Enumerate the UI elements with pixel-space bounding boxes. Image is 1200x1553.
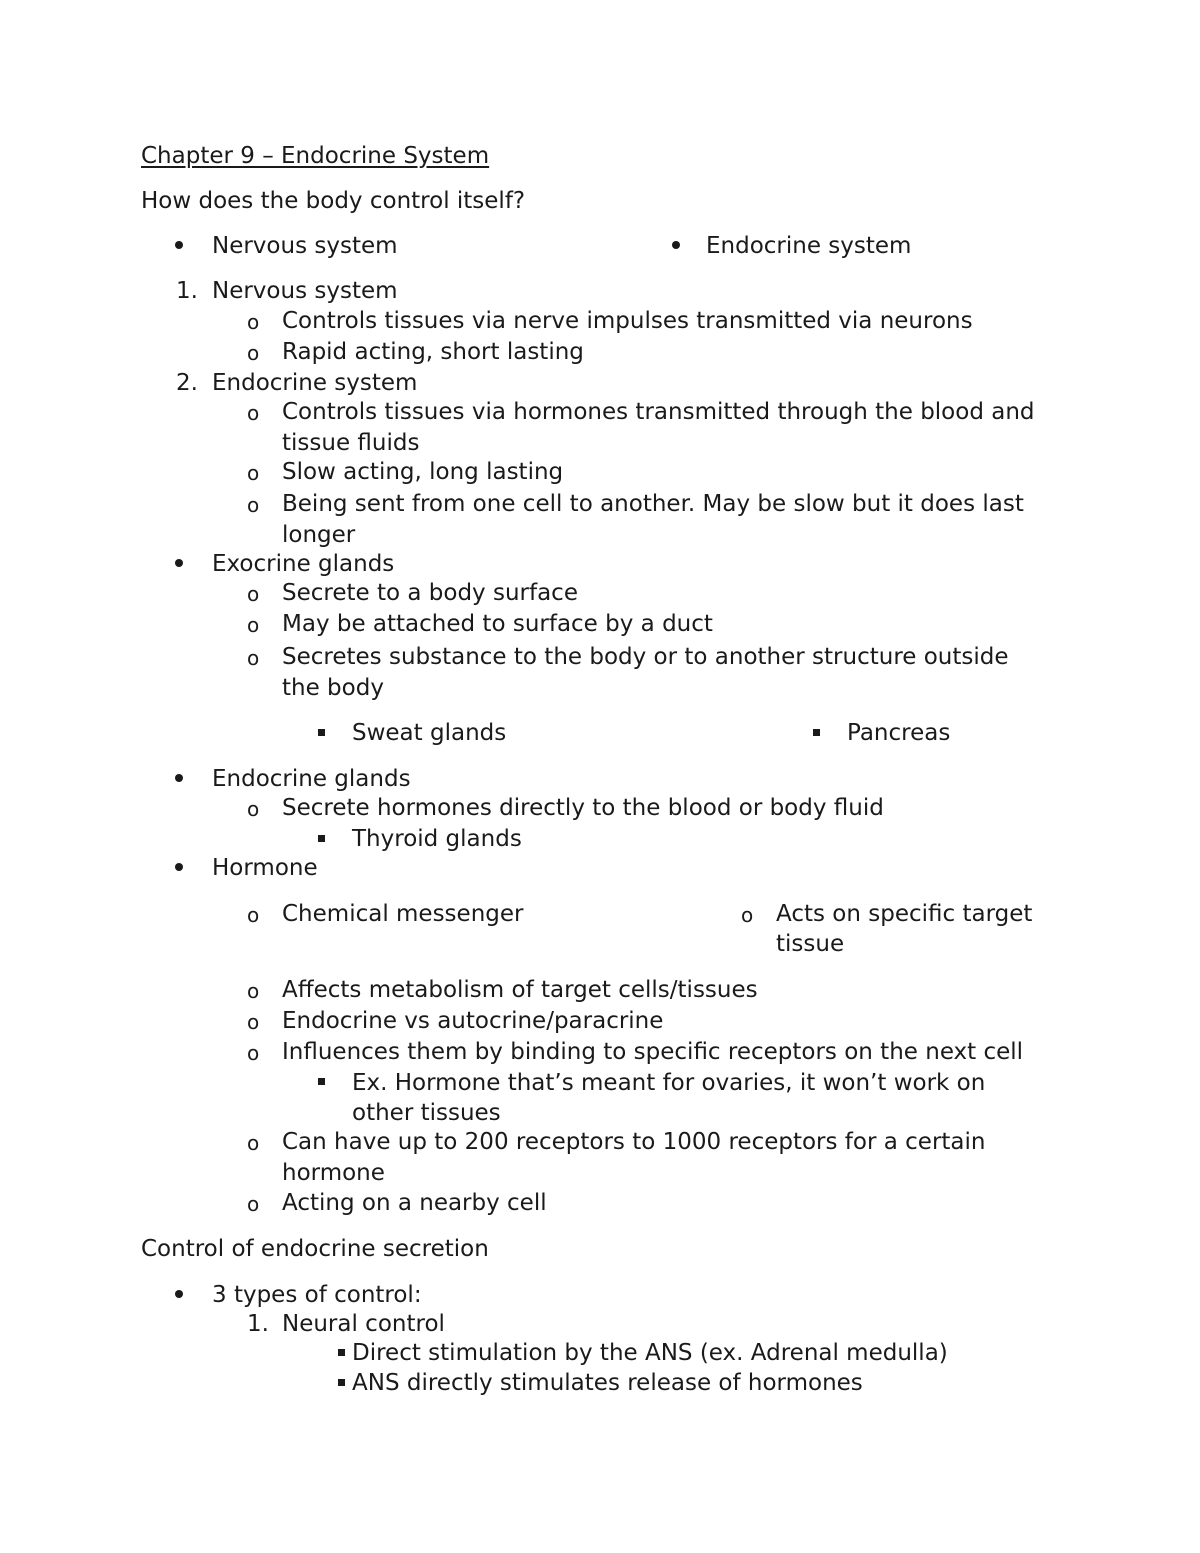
circle-bullet: o — [247, 1041, 260, 1065]
circle-bullet: o — [741, 903, 754, 927]
bullet-marker — [175, 1290, 183, 1298]
square-bullet — [318, 729, 325, 736]
sub-item-continuation: hormone — [282, 1160, 385, 1186]
list-number: 1. — [176, 278, 198, 304]
sub-item: Rapid acting, short lasting — [282, 339, 584, 365]
hormone-col-right-continuation: tissue — [776, 931, 845, 957]
bullet-marker — [672, 241, 680, 249]
section-heading-control: Control of endocrine secretion — [141, 1236, 489, 1262]
square-bullet — [813, 729, 820, 736]
hormone-example-continuation: other tissues — [352, 1100, 501, 1126]
intro-bullet-nervous: Nervous system — [212, 233, 398, 259]
circle-bullet: o — [247, 401, 260, 425]
sub-item-continuation: tissue fluids — [282, 430, 420, 456]
bullet-marker — [175, 863, 183, 871]
example-pancreas: Pancreas — [847, 720, 951, 746]
circle-bullet: o — [247, 582, 260, 606]
list-number: 1. — [247, 1311, 269, 1337]
circle-bullet: o — [247, 310, 260, 334]
sub-item: Secretes substance to the body or to another structure outside — [282, 644, 1009, 670]
neural-point: Direct stimulation by the ANS (ex. Adrenal medulla) — [352, 1340, 948, 1366]
sub-item: May be attached to surface by a duct — [282, 611, 713, 637]
numbered-item-nervous: Nervous system — [212, 278, 398, 304]
sub-item: Controls tissues via hormones transmitted through the blood and — [282, 399, 1035, 425]
sub-item: Affects metabolism of target cells/tissues — [282, 977, 758, 1003]
hormone-col-left: Chemical messenger — [282, 901, 524, 927]
circle-bullet: o — [247, 613, 260, 637]
sub-item: Can have up to 200 receptors to 1000 receptors for a certain — [282, 1129, 986, 1155]
sub-item: Acting on a nearby cell — [282, 1190, 547, 1216]
numbered-item-endocrine: Endocrine system — [212, 370, 418, 396]
numbered-item-neural-control: Neural control — [282, 1311, 445, 1337]
bullet-endocrine-glands: Endocrine glands — [212, 766, 411, 792]
hormone-col-right: Acts on specific target — [776, 901, 1033, 927]
circle-bullet: o — [247, 1131, 260, 1155]
neural-point: ANS directly stimulates release of hormones — [352, 1370, 863, 1396]
square-bullet — [318, 835, 325, 842]
square-bullet — [318, 1078, 325, 1085]
bullet-marker — [175, 774, 183, 782]
sub-item: Secrete hormones directly to the blood or body fluid — [282, 795, 884, 821]
sub-item: Being sent from one cell to another. May be slow but it does last — [282, 491, 1024, 517]
sub-item: Endocrine vs autocrine/paracrine — [282, 1008, 664, 1034]
circle-bullet: o — [247, 341, 260, 365]
bullet-hormone: Hormone — [212, 855, 318, 881]
sub-item: Influences them by binding to specific receptors on the next cell — [282, 1039, 1024, 1065]
circle-bullet: o — [247, 646, 260, 670]
bullet-exocrine-glands: Exocrine glands — [212, 551, 395, 577]
bullet-types-of-control: 3 types of control: — [212, 1282, 422, 1308]
bullet-marker — [175, 241, 183, 249]
sub-item-continuation: the body — [282, 675, 384, 701]
hormone-example: Ex. Hormone that’s meant for ovaries, it won’t work on — [352, 1070, 986, 1096]
circle-bullet: o — [247, 1010, 260, 1034]
circle-bullet: o — [247, 903, 260, 927]
intro-bullet-endocrine: Endocrine system — [706, 233, 912, 259]
circle-bullet: o — [247, 493, 260, 517]
sub-item: Controls tissues via nerve impulses transmitted via neurons — [282, 308, 973, 334]
square-bullet — [338, 1379, 345, 1386]
example-thyroid: Thyroid glands — [352, 826, 522, 852]
sub-item: Slow acting, long lasting — [282, 459, 564, 485]
circle-bullet: o — [247, 797, 260, 821]
circle-bullet: o — [247, 1192, 260, 1216]
circle-bullet: o — [247, 461, 260, 485]
sub-item-continuation: longer — [282, 522, 356, 548]
intro-question: How does the body control itself? — [141, 188, 526, 214]
list-number: 2. — [176, 370, 198, 396]
example-sweat-glands: Sweat glands — [352, 720, 507, 746]
chapter-title: Chapter 9 – Endocrine System — [141, 143, 490, 169]
circle-bullet: o — [247, 979, 260, 1003]
sub-item: Secrete to a body surface — [282, 580, 578, 606]
bullet-marker — [175, 559, 183, 567]
square-bullet — [338, 1349, 345, 1356]
